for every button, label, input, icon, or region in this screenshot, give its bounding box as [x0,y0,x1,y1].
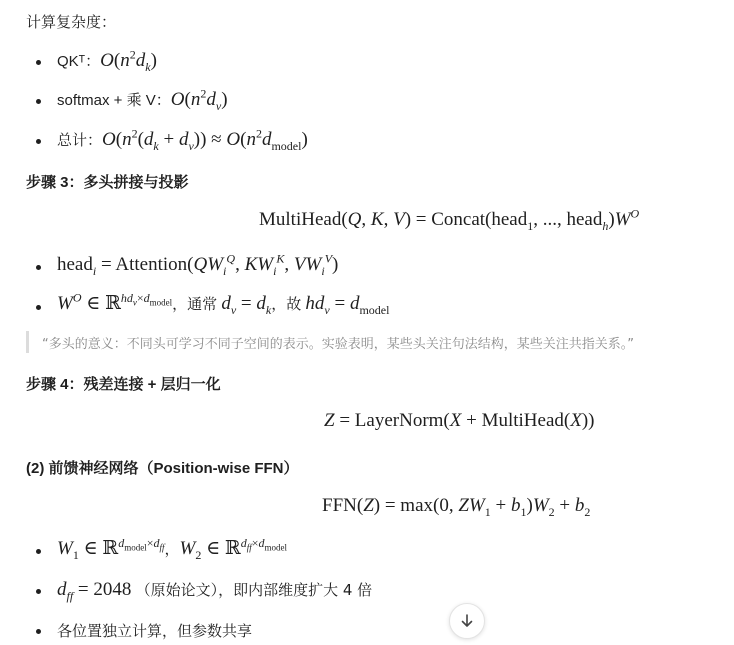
bullet [36,60,41,65]
ffn-equation: FFN(Z) = max(0, $ZW_1 + b_1)W_2 + b_2$ [322,495,591,519]
dff-formula: $d_{ff} = 2048$ [57,579,132,603]
ffn-weights-item [57,537,287,560]
dff-item [57,579,372,601]
complexity-item-label: 总计： [57,132,103,149]
bullet [36,549,41,554]
complexity-item-softmax [57,86,228,113]
complexity-item-qk [57,47,157,74]
bullet [36,99,41,104]
wo-text-2: ，故 [271,295,302,313]
complexity-item-label: QKᵀ： [57,53,101,70]
bullet [36,305,41,310]
complexity-item-label: softmax + 乘 V： [57,92,171,109]
multihead-equation: MultiHead(Q, K, V) = Concat(head$_1$, ..., $head_h)W^O$ [259,206,640,233]
quote-bar [26,331,29,353]
wo-formula: $W^O$ ∈ ℝ$^{hd_v\times d_{model}}$ [57,290,173,314]
ffn-weights-sep: ， [164,540,180,558]
dv-eq-dk-formula: $d_v = d_k$ [221,293,272,317]
complexity-heading: 计算复杂度： [26,14,117,31]
wo-item [57,292,389,315]
step4-heading: 步骤 4：残差连接 + 层归一化 [26,376,221,393]
complexity-formula-softmax: $O(n^2d_v)$ [170,86,228,113]
step3-heading: 步骤 3：多头拼接与投影 [26,174,189,191]
bullet [36,629,41,634]
dff-text: （原始论文），即内部维度扩大 4 倍 [135,581,373,599]
layernorm-equation: Z = LayerNorm(X + MultiHead(X)) [324,410,595,431]
ffn-heading: (2) 前馈神经网络（Position-wise FFN） [26,460,299,477]
complexity-item-total [57,126,308,153]
arrow-down-icon [459,613,475,629]
head-formula: head$_i$ = $Attention(QW_i^Q$, $KW_i^K$, $VW_i^V$) [57,251,339,278]
complexity-formula-total: $O(n^2(d_k + d_v)) \approx O(n^2d_{model})$ [102,126,308,153]
bullet [36,139,41,144]
w1-formula: $W_1$ ∈ ℝ$^{d_{model}\times d_{ff}}$ [57,535,165,562]
wo-text-1: ，通常 [172,295,218,313]
bullet [36,265,41,270]
hdv-formula: $hd_v = d_{model}$ [305,293,390,317]
scroll-to-bottom-button[interactable] [449,603,485,639]
shared-params-item: 各位置独立计算，但参数共享 [57,623,253,640]
multihead-quote: “多头的意义：不同头可学习不同子空间的表示。实验表明，某些头关注句法结构，某些关注共指关系。” [42,337,634,352]
complexity-formula-qk: $O(n^2d_k)$ [100,47,157,74]
bullet [36,589,41,594]
w2-formula: $W_2$ ∈ ℝ$^{d_{ff}\times d_{model}}$ [179,535,287,562]
